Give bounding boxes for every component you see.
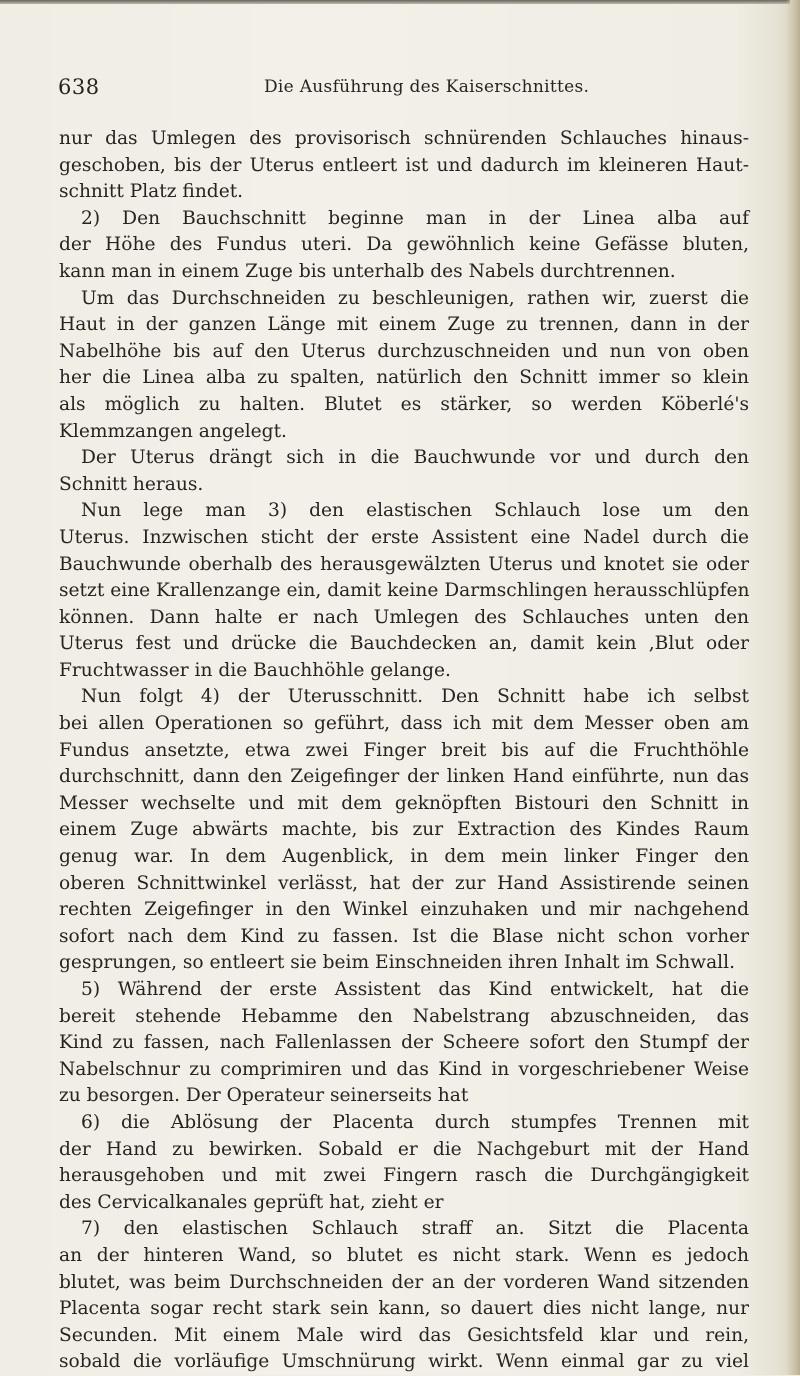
text-line: als möglich zu halten. Blutet es stärker, so werden Köberlé's bbox=[59, 393, 749, 415]
text-line: blutet, was beim Durchschneiden der an der vorderen Wand sitzenden bbox=[59, 1271, 749, 1293]
text-line: kann man in einem Zuge bis unterhalb des Nabels durchtrennen. bbox=[59, 260, 676, 282]
text-line: her die Linea alba zu spalten, natürlich den Schnitt immer so klein bbox=[59, 367, 749, 389]
text-line: der Höhe des Fundus uteri. Da gewöhnlich keine Gefässe bluten, bbox=[59, 234, 749, 256]
text-line: Der Uterus drängt sich in die Bauchwunde vor und durch den bbox=[81, 447, 749, 469]
body-text bbox=[59, 126, 749, 1376]
running-head: Die Ausführung des Kaiserschnittes. bbox=[264, 77, 590, 97]
text-line: rechten Zeigefinger in den Winkel einzuhaken und mir nachgehend bbox=[59, 899, 749, 921]
text-line: schnitt Platz findet. bbox=[59, 181, 244, 203]
text-line: bei allen Operationen so geführt, dass ich mit dem Messer oben am bbox=[59, 713, 749, 735]
text-line: Nabelschnur zu comprimiren und das Kind in vorgeschriebener Weise bbox=[59, 1058, 749, 1080]
page-header bbox=[58, 75, 738, 101]
text-line: Nabelhöhe bis auf den Uterus durchzuschneiden und nun von oben bbox=[59, 340, 749, 362]
text-line: einem Zuge abwärts machte, bis zur Extraction des Kindes Raum bbox=[59, 819, 749, 841]
text-line: gesprungen, so entleert sie beim Einschneiden ihren Inhalt im Schwall. bbox=[59, 952, 735, 974]
text-line: Nun lege man 3) den elastischen Schlauch lose um den bbox=[81, 500, 749, 522]
text-line: zu besorgen. Der Operateur seinerseits hat bbox=[59, 1085, 469, 1107]
text-line: Schnitt heraus. bbox=[59, 473, 204, 495]
text-line: des Cervicalkanales geprüft hat, zieht er bbox=[59, 1191, 444, 1213]
text-line: Haut in der ganzen Länge mit einem Zuge zu trennen, dann in der bbox=[59, 314, 749, 336]
text-line: sobald die vorläufige Umschnürung wirkt. Wenn einmal gar zu viel bbox=[59, 1351, 749, 1373]
top-edge-shadow bbox=[0, 0, 790, 4]
text-line: der Hand zu bewirken. Sobald er die Nachgeburt mit der Hand bbox=[59, 1138, 749, 1160]
text-line: können. Dann halte er nach Umlegen des Schlauches unten den bbox=[59, 606, 749, 628]
text-line: nur das Umlegen des provisorisch schnürenden Schlauches hinaus- bbox=[59, 128, 749, 149]
text-line: Klemmzangen angelegt. bbox=[59, 420, 287, 442]
text-line: an der hinteren Wand, so blutet es nicht stark. Wenn es jedoch bbox=[59, 1244, 749, 1266]
text-line: Uterus fest und drücke die Bauchdecken an, damit kein ,Blut oder bbox=[59, 633, 749, 655]
text-line: Um das Durchschneiden zu beschleunigen, rathen wir, zuerst die bbox=[81, 287, 749, 309]
text-line: 6) die Ablösung der Placenta durch stumpfes Trennen mit bbox=[81, 1111, 749, 1133]
text-line: Bauchwunde oberhalb des herausgewälzten Uterus und knotet sie oder bbox=[59, 553, 749, 575]
text-line: Messer wechselte und mit dem geknöpften Bistouri den Schnitt in bbox=[59, 792, 749, 814]
text-line: 7) den elastischen Schlauch straff an. Sitzt die Placenta bbox=[81, 1218, 749, 1240]
text-line: 2) Den Bauchschnitt beginne man in der Linea alba auf bbox=[81, 207, 749, 229]
text-line: genug war. In dem Augenblick, in dem mein linker Finger den bbox=[59, 846, 749, 868]
text-line: geschoben, bis der Uterus entleert ist und dadurch im kleineren Haut- bbox=[59, 154, 749, 176]
text-line: Uterus. Inzwischen sticht der erste Assistent eine Nadel durch die bbox=[59, 526, 749, 548]
page-edge-shadow bbox=[786, 0, 800, 1375]
page-number: 638 bbox=[58, 75, 100, 99]
text-line: sofort nach dem Kind zu fassen. Ist die Blase nicht schon vorher bbox=[59, 925, 749, 947]
text-line: Fruchtwasser in die Bauchhöhle gelange. bbox=[59, 659, 451, 681]
text-line: bereit stehende Hebamme den Nabelstrang abzuschneiden, das bbox=[59, 1005, 749, 1027]
text-line: oberen Schnittwinkel verlässt, hat der zur Hand Assistirende seinen bbox=[59, 872, 749, 894]
text-line: Nun folgt 4) der Uterusschnitt. Den Schnitt habe ich selbst bbox=[81, 686, 749, 708]
text-line: Secunden. Mit einem Male wird das Gesichtsfeld klar und rein, bbox=[59, 1324, 749, 1346]
text-line: Fundus ansetzte, etwa zwei Finger breit bis auf die Fruchthöhle bbox=[59, 739, 749, 761]
text-line: herausgehoben und mit zwei Fingern rasch die Durchgängigkeit bbox=[59, 1165, 749, 1187]
text-line: setzt eine Krallenzange ein, damit keine Darmschlingen herausschlüpfen bbox=[59, 580, 750, 602]
text-line: durchschnitt, dann den Zeigefinger der linken Hand einführte, nun das bbox=[59, 766, 749, 788]
text-line: Kind zu fassen, nach Fallenlassen der Scheere sofort den Stumpf der bbox=[59, 1032, 749, 1054]
text-line: 5) Während der erste Assistent das Kind entwickelt, hat die bbox=[81, 979, 749, 1000]
text-line: Placenta sogar recht stark sein kann, so dauert dies nicht lange, nur bbox=[59, 1298, 749, 1320]
